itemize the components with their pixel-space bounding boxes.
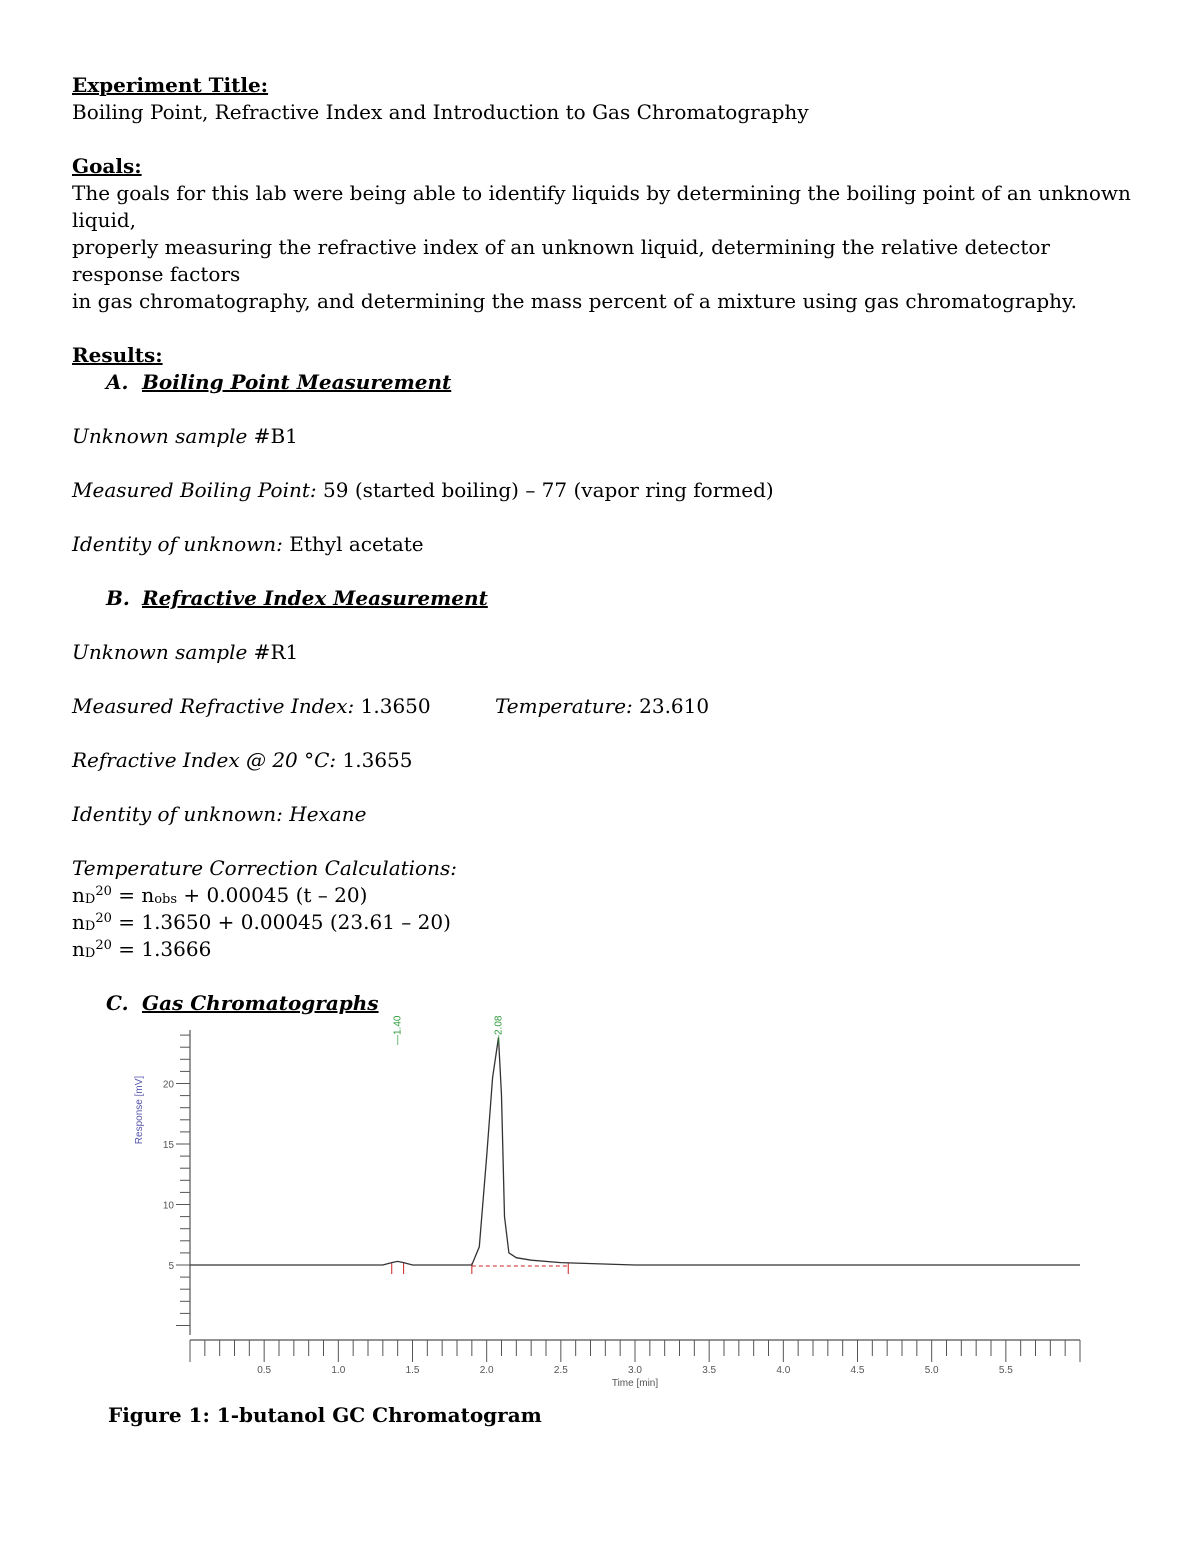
goals-line-2: properly measuring the refractive index of an unknown liquid, determining the relative detector response factors — [72, 235, 1050, 286]
goals-line-3: in gas chromatography, and determining the mass percent of a mixture using gas chromatography. — [72, 289, 1078, 313]
x-tick-label: 0.5 — [257, 1365, 272, 1376]
sample-a-value: B1 — [270, 424, 298, 448]
x-tick-label: 4.5 — [850, 1365, 865, 1376]
chromatogram-trace — [190, 1038, 1080, 1266]
peak-retention-label: —1.40 — [392, 1015, 404, 1045]
section-c-title: Gas Chromatographs — [142, 991, 379, 1015]
section-b-title: Refractive Index Measurement — [142, 586, 488, 610]
sample-b-line — [72, 639, 1132, 666]
temperature-label: Temperature: — [495, 694, 633, 718]
x-tick-label: 4.0 — [776, 1365, 791, 1376]
goals-line-1: The goals for this lab were being able to identify liquids by determining the boiling point of an unknown liquid, — [72, 181, 1131, 232]
x-tick-label: 2.0 — [479, 1365, 494, 1376]
boiling-point-label: Measured Boiling Point: — [72, 478, 317, 502]
sample-a-label: Unknown sample # — [72, 424, 271, 448]
y-tick-label: 15 — [162, 1140, 174, 1151]
boiling-point-line — [72, 477, 1132, 504]
x-tick-label: 1.0 — [331, 1365, 346, 1376]
equation-line-3: $n_D^{20} = 1.3666$ — [72, 937, 212, 961]
ri20-line — [72, 747, 1132, 774]
equation-line-1: $n_D^{20} = n_{obs} + 0.00045$ (t – 20) — [72, 883, 368, 907]
y-axis-label: Response [mV] — [134, 1075, 145, 1145]
identity-a-value: Ethyl acetate — [282, 532, 424, 556]
boiling-point-value: 59 (started boiling) – 77 (vapor ring formed) — [316, 478, 774, 502]
x-tick-label: 2.5 — [553, 1365, 568, 1376]
results-heading: Results: — [72, 343, 163, 367]
section-b-letter: B. — [106, 586, 130, 610]
section-a-title: Boiling Point Measurement — [142, 370, 452, 394]
identity-b-line: Identity of unknown: Hexane — [72, 802, 367, 826]
x-tick-label: 5.5 — [998, 1365, 1013, 1376]
refractive-index-label: Measured Refractive Index: — [72, 694, 355, 718]
correction-calc-label: Temperature Correction Calculations: — [72, 856, 457, 880]
document-page — [72, 72, 1132, 1017]
experiment-title-text: Boiling Point, Refractive Index and Introduction to Gas Chromatography — [72, 100, 809, 124]
identity-a-label: Identity of unknown: — [72, 532, 283, 556]
temperature-value: 23.610 — [632, 694, 710, 718]
ri20-value: 1.3655 — [336, 748, 413, 772]
x-tick-label: 1.5 — [405, 1365, 420, 1376]
refractive-index-line — [72, 693, 1132, 720]
equation-line-2: $n_D^{20} = 1.3650 + 0.00045$ (23.61 – 20) — [72, 910, 451, 934]
ri20-label: Refractive Index @ 20 °C: — [72, 748, 337, 772]
x-tick-label: 5.0 — [924, 1365, 939, 1376]
figure-caption: Figure 1: 1-butanol GC Chromatogram — [108, 1403, 542, 1427]
x-tick-label: 3.5 — [702, 1365, 717, 1376]
goals-heading: Goals: — [72, 154, 142, 178]
identity-a-line — [72, 531, 1132, 558]
section-b-heading — [106, 585, 1132, 612]
peak-retention-label: —2.08 — [493, 1015, 505, 1045]
section-a-letter: A. — [106, 370, 129, 394]
x-axis-label: Time [min] — [611, 1378, 659, 1389]
sample-b-label: Unknown sample # — [72, 640, 271, 664]
y-tick-label: 10 — [162, 1200, 174, 1212]
x-tick-label: 3.0 — [628, 1365, 642, 1376]
refractive-index-value: 1.3650 — [354, 694, 431, 718]
y-tick-label: 20 — [162, 1079, 174, 1091]
experiment-title-heading: Experiment Title: — [72, 73, 269, 97]
sample-b-value: R1 — [270, 640, 299, 664]
section-a-heading — [106, 369, 1132, 396]
sample-a-line — [72, 423, 1132, 450]
gc-chromatogram-chart — [120, 1000, 1100, 1400]
y-tick-label: 5 — [168, 1261, 174, 1272]
section-c-letter: C. — [106, 991, 129, 1015]
